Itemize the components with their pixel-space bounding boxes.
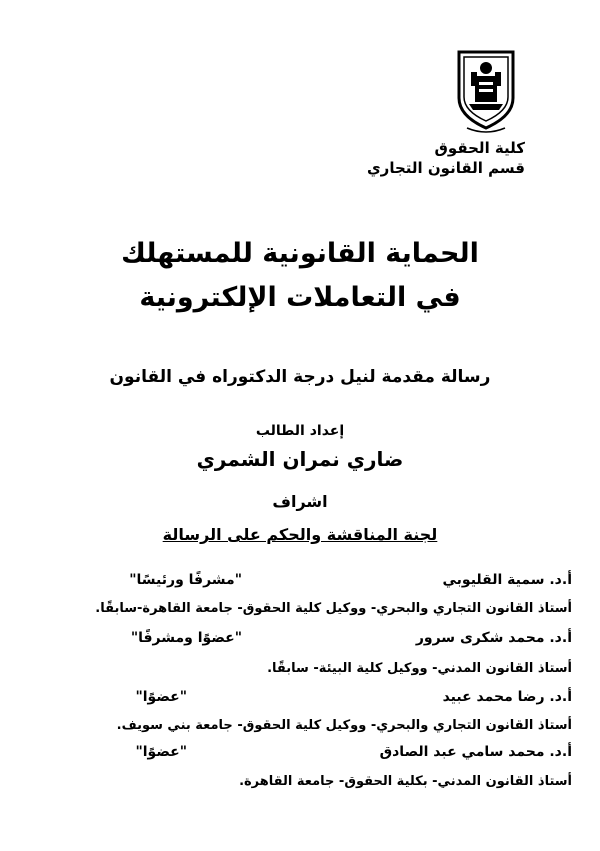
member-name: أ.د. رضا محمد عبيد <box>442 689 572 705</box>
member-role: "عضوًا" <box>135 744 187 760</box>
member-role: "عضوًا ومشرفًا" <box>130 630 242 646</box>
cairo-university-seal <box>455 48 517 134</box>
committee-member <box>27 572 572 594</box>
member-position: أستاذ القانون المدني- بكلية الحقوق- جامعة القاهرة. <box>239 774 572 789</box>
thesis-title-line-1: الحماية القانونية للمستهلك <box>121 238 479 269</box>
member-role: "عضوًا" <box>135 689 187 705</box>
member-name: أ.د. محمد سامي عبد الصادق <box>379 744 572 760</box>
member-position: أستاذ القانون المدني- ووكيل كلية البيئة- سابقًا. <box>267 661 572 676</box>
thesis-title-line-2: في التعاملات الإلكترونية <box>139 282 461 313</box>
committee-heading: لجنة المناقشة والحكم على الرسالة <box>162 525 438 544</box>
member-name: أ.د. محمد شكرى سرور <box>415 630 572 646</box>
student-name: ضاري نمران الشمري <box>196 447 404 471</box>
faculty-name: كلية الحقوق <box>434 139 525 157</box>
supervision-label: اشراف <box>272 492 328 511</box>
member-role: "مشرفًا ورئيسًا" <box>129 572 242 588</box>
committee-member <box>27 744 572 766</box>
thesis-degree-statement: رسالة مقدمة لنيل درجة الدكتوراه في القانون <box>109 367 491 387</box>
department-name: قسم القانون التجاري <box>366 159 525 177</box>
committee-member <box>27 630 572 652</box>
member-name: أ.د. سمية القليوبي <box>442 572 572 588</box>
member-position: أستاذ القانون التجاري والبحري- ووكيل كلية الحقوق- جامعة بني سويف. <box>116 718 572 733</box>
committee-member <box>27 689 572 711</box>
prepared-by-label: إعداد الطالب <box>255 423 345 439</box>
member-position: أستاذ القانون التجاري والبحري- ووكيل كلية الحقوق- جامعة القاهرة-سابقًا. <box>95 601 572 616</box>
